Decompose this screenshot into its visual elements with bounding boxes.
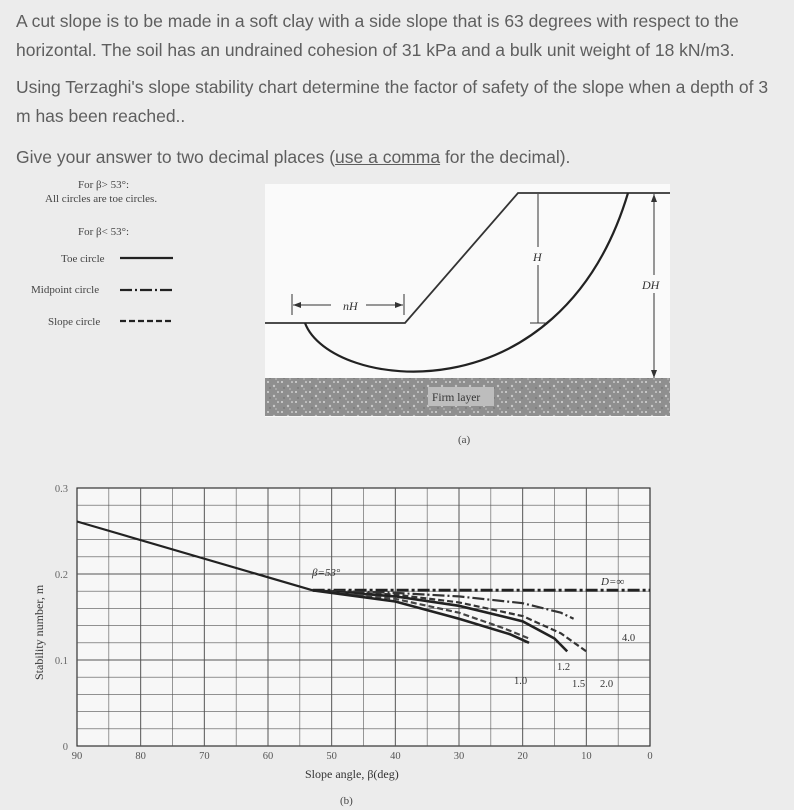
y-tick-label: 0.1 xyxy=(54,656,68,667)
legend-for-beta-gt-53: For β> 53°: xyxy=(78,179,130,191)
x-tick-label: 30 xyxy=(453,751,465,762)
stability-chart xyxy=(32,484,653,807)
nh-label: nH xyxy=(343,299,358,313)
x-tick-label: 10 xyxy=(581,751,592,762)
legend-for-beta-lt-53: For β< 53°: xyxy=(78,226,130,238)
h-label: H xyxy=(533,250,542,264)
annotation-d-1-0: 1.0 xyxy=(514,676,528,687)
annotation-d-4: 4.0 xyxy=(622,633,636,644)
x-tick-label: 70 xyxy=(199,751,210,762)
annotation-d-2-0: 2.0 xyxy=(600,679,614,690)
question-paragraph-1: A cut slope is to be made in a soft clay with a side slope that is 63 degrees with respect to the horizontal. The soil has an undrained cohesion of 31 kPa and a bulk unit weight of 18 kN/m3. xyxy=(16,11,739,60)
x-tick-label: 90 xyxy=(71,751,83,762)
answer-instruction-end: for the decimal). xyxy=(440,147,571,167)
legend-midpoint-circle-label: Midpoint circle xyxy=(31,284,100,296)
annotation-d-infinity: D=∞ xyxy=(601,576,625,588)
caption-b: (b) xyxy=(340,795,353,807)
x-tick-label: 80 xyxy=(135,751,146,762)
legend-toe-circle-label: Toe circle xyxy=(61,253,105,265)
annotation-d-1-5: 1.5 xyxy=(572,679,586,690)
y-tick-label: 0 xyxy=(62,742,68,753)
annotation-beta-53: β=53° xyxy=(312,567,341,579)
x-tick-label: 20 xyxy=(517,751,528,762)
caption-a: (a) xyxy=(458,434,471,446)
x-tick-label: 0 xyxy=(647,751,653,762)
annotation-d-1-2: 1.2 xyxy=(557,662,571,673)
answer-instruction-start: Give your answer to two decimal places ( xyxy=(16,147,336,167)
y-axis-label: Stability number, m xyxy=(32,584,46,680)
x-axis-label: Slope angle, β(deg) xyxy=(305,767,399,781)
x-tick-label: 40 xyxy=(390,751,401,762)
question-paragraph-2: Using Terzaghi's slope stability chart determine the factor of safety of the slope when a depth of 3 m has been reached.. xyxy=(16,77,769,126)
dh-label: DH xyxy=(642,278,660,292)
use-a-comma-link[interactable]: use a comma xyxy=(335,147,441,167)
x-tick-label: 50 xyxy=(326,751,337,762)
legend-all-toe-circles: All circles are toe circles. xyxy=(45,193,158,205)
y-tick-label: 0.2 xyxy=(54,570,68,581)
x-tick-label: 60 xyxy=(262,751,274,762)
legend-slope-circle-label: Slope circle xyxy=(48,316,101,328)
y-tick-label: 0.3 xyxy=(54,484,68,495)
firm-layer-label: Firm layer xyxy=(432,392,481,404)
